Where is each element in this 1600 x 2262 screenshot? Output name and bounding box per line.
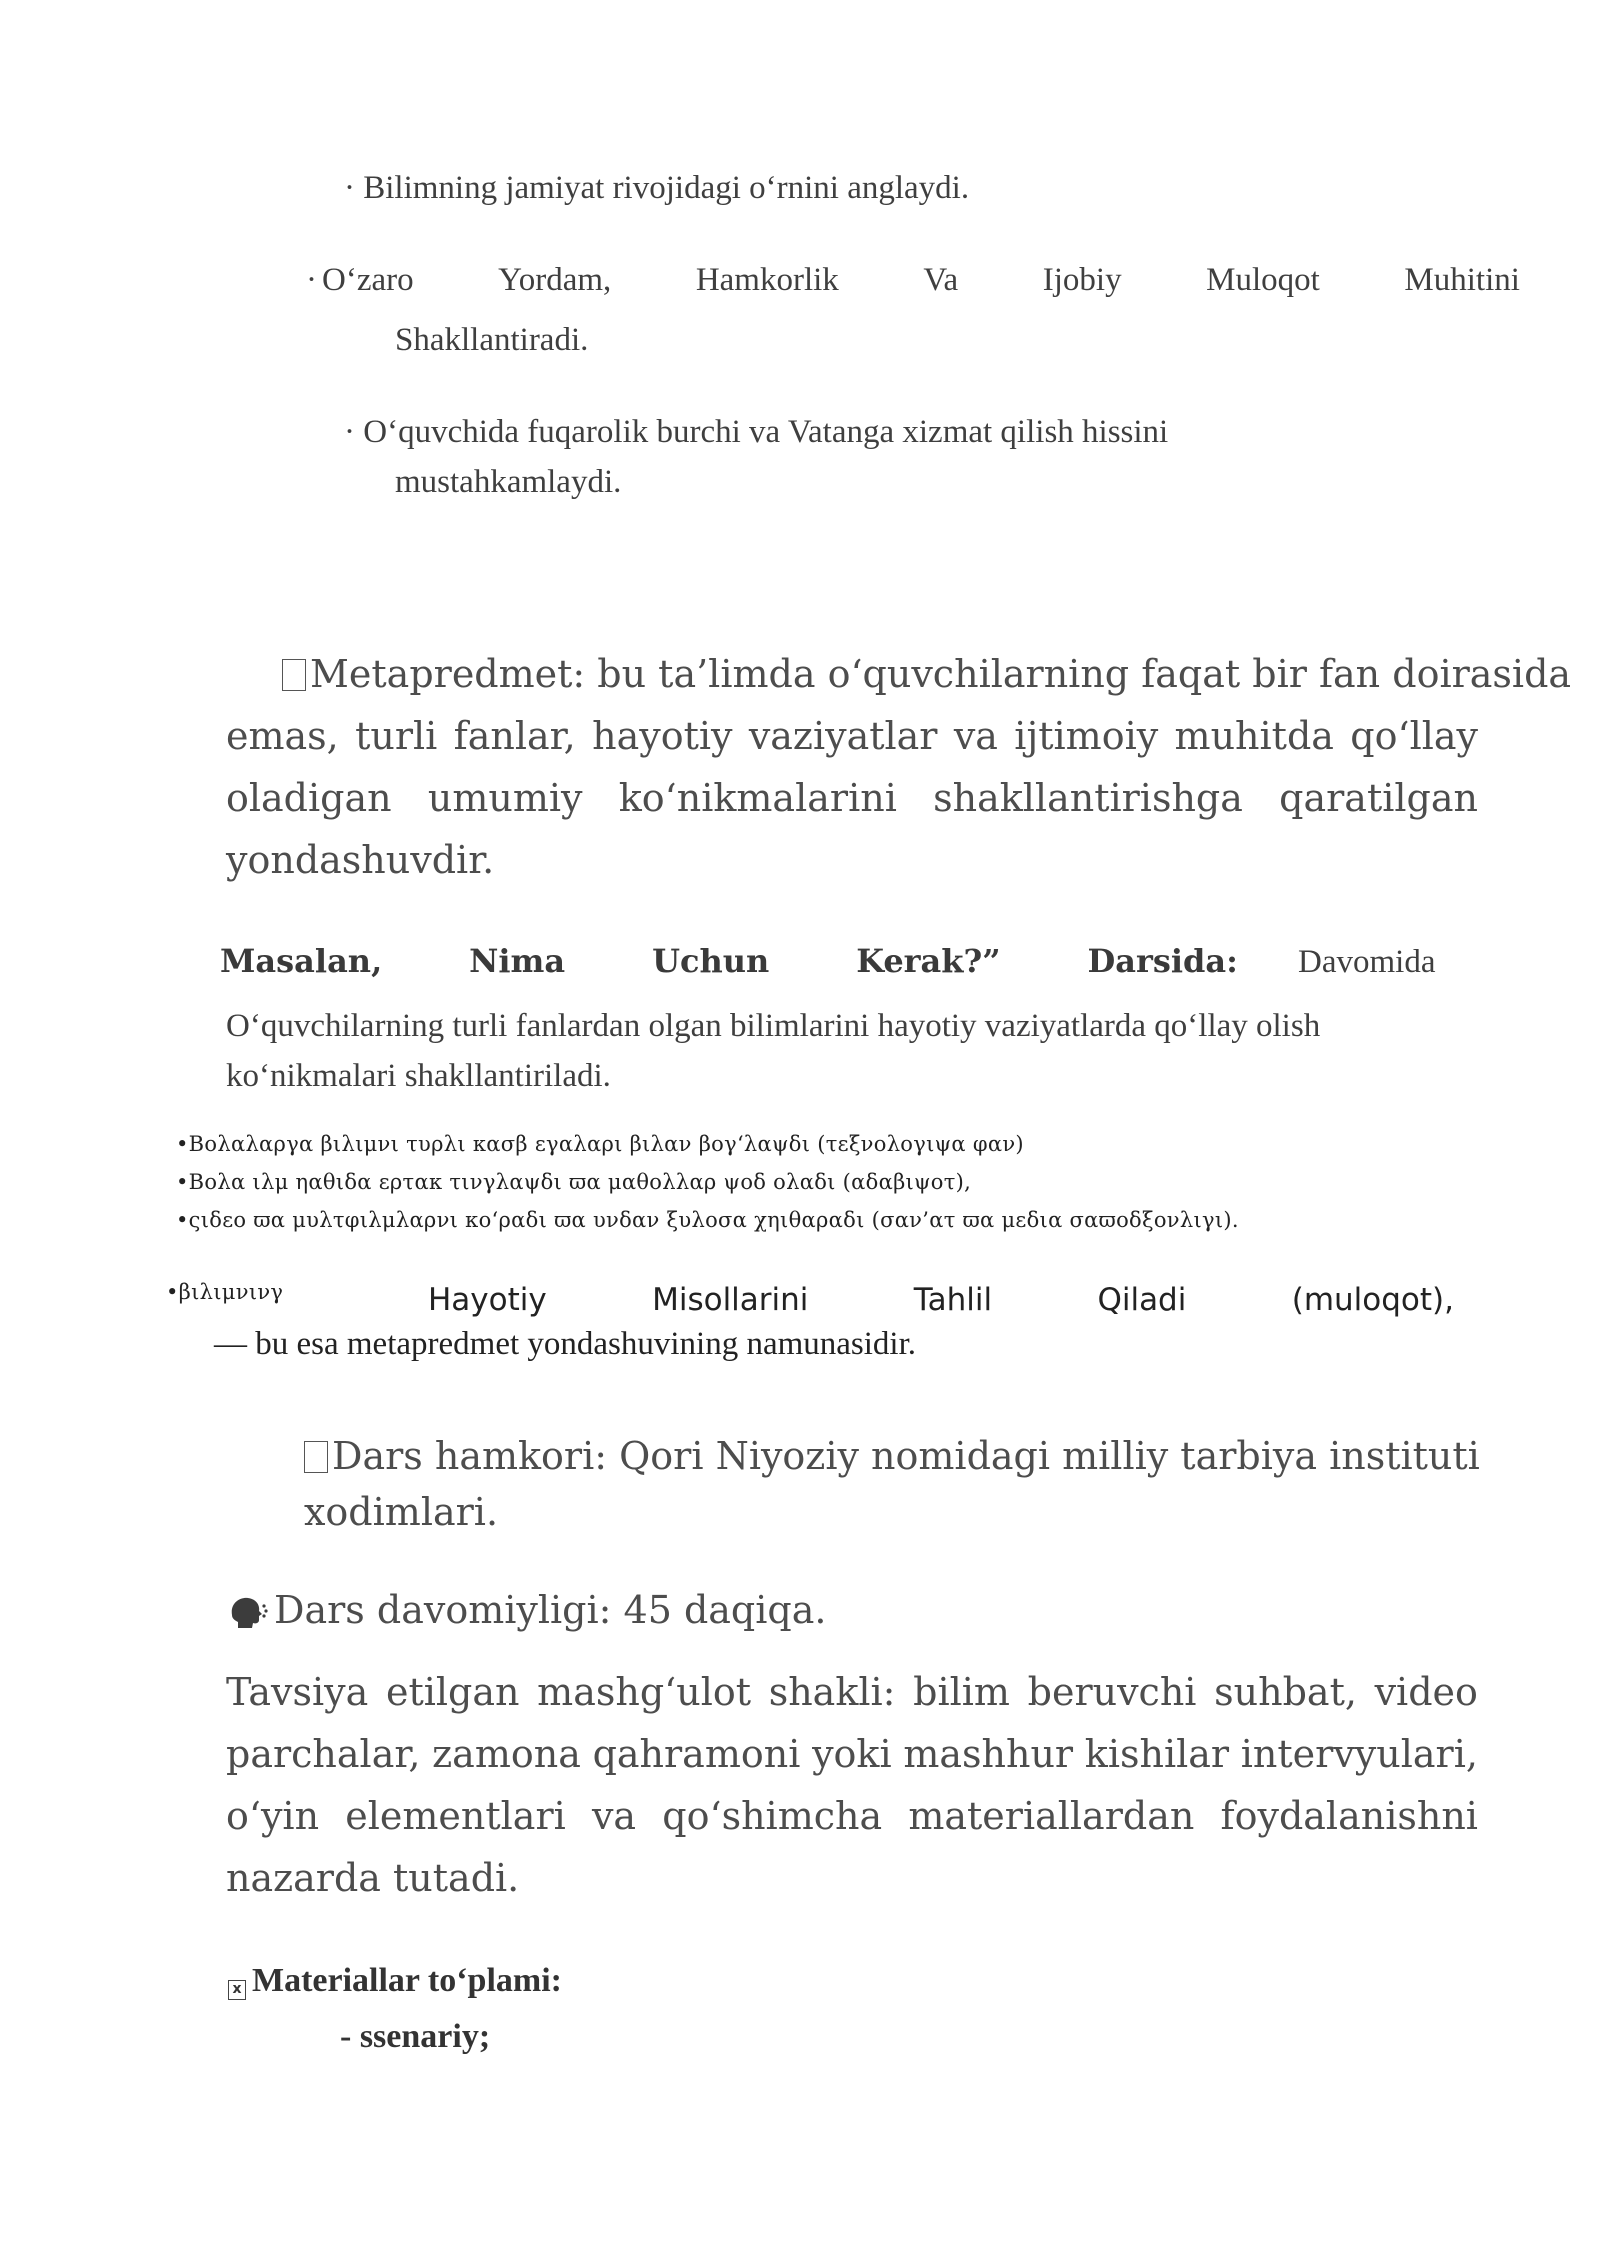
word: elementlari — [345, 1794, 566, 1838]
list-item-2-line1 — [322, 262, 1520, 299]
encoded-line-3: •ςιδεο ϖα μυλτφιλμλαρνι κο‘ραδι ϖα υνδαν ξυλοσα χηιθαραδι (σαν’ατ ϖα μεδια σαϖοδξονλιγι). — [176, 1208, 1239, 1232]
word: ijtimoiy — [1014, 714, 1159, 758]
materials-title-line — [228, 1962, 562, 2000]
word: foydalanishni — [1220, 1794, 1478, 1838]
missing-glyph-icon — [304, 1441, 328, 1473]
metapredmet-line1 — [282, 652, 1571, 696]
word: shakli: — [768, 1670, 896, 1714]
list-item-1 — [344, 170, 969, 207]
word: Uchun — [652, 942, 770, 980]
word: materiallardan — [908, 1794, 1195, 1838]
word: qo‘shimcha — [662, 1794, 883, 1838]
encoded-line-4-lead: •βιλιμνινγ — [166, 1280, 284, 1304]
metapredmet-text: Metapredmet: bu ta’limda o‘quvchilarning faqat bir fan doirasida — [310, 652, 1572, 696]
word: umumiy — [427, 776, 583, 820]
list-item-3-line2: mustahkamlaydi. — [395, 464, 622, 500]
metapredmet-line2 — [226, 714, 1478, 758]
encoded-line-2: •Βολα ιλμ ηαθιδα ερτακ τινγλαψδι ϖα μαθολλαρ ψοδ ολαδι (αδαβιψοτ), — [176, 1170, 972, 1194]
word: Misollarini — [652, 1282, 809, 1318]
recommend-line4: nazarda tutadi. — [226, 1856, 520, 1900]
word: vaziyatlar — [748, 714, 938, 758]
word: turli — [355, 714, 438, 758]
word: qo‘llay — [1350, 714, 1478, 758]
word: fanlar, — [453, 714, 576, 758]
missing-glyph-icon — [282, 659, 306, 691]
partner-text: Dars hamkori: Qori Niyoziy nomidagi milliy tarbiya instituti — [332, 1434, 1480, 1478]
word: beruvchi — [1027, 1670, 1197, 1714]
metapredmet-line4: yondashuvdir. — [226, 838, 495, 882]
word: mashg‘ulot — [537, 1670, 752, 1714]
materials-title: Materiallar to‘plami: — [252, 1962, 563, 1999]
word: suhbat, — [1214, 1670, 1357, 1714]
example-line2: O‘quvchilarning turli fanlardan olgan bilimlarini hayotiy vaziyatlarda qo‘llay olish — [226, 1008, 1321, 1044]
word: Hamkorlik — [695, 262, 839, 298]
bullet: · — [344, 170, 355, 206]
word: Tavsiya — [226, 1670, 369, 1714]
word: Yordam, — [498, 262, 612, 298]
word: mashhur — [903, 1732, 1074, 1776]
word: Darsida: — [1087, 942, 1238, 980]
word: Ijobiy — [1042, 262, 1122, 298]
word: ko‘nikmalarini — [618, 776, 897, 820]
word: o‘yin — [226, 1794, 320, 1838]
list-item-2-bullet: · — [306, 262, 317, 298]
word: (muloqot), — [1291, 1282, 1454, 1318]
recommend-line1 — [226, 1670, 1478, 1714]
example-heading — [220, 942, 1238, 980]
word: Masalan, — [220, 942, 383, 980]
list-item-2-line2: Shakllantiradi. — [395, 322, 589, 358]
word: yoki — [812, 1732, 892, 1776]
word: intervyulari, — [1240, 1732, 1478, 1776]
word: kishilar — [1084, 1732, 1230, 1776]
encoded-line-1: •Βολαλαργα βιλιμνι τυρλι κασβ εγαλαρι βιλαν βογ‘λαψδι (τεξνολογιψα φαν) — [176, 1132, 1024, 1156]
word: bilim — [913, 1670, 1010, 1714]
word: va — [591, 1794, 637, 1838]
word: Kerak?” — [856, 942, 1001, 980]
word: Va — [923, 262, 959, 298]
recommend-line3 — [226, 1794, 1478, 1838]
word: Muhitini — [1404, 262, 1520, 298]
word: parchalar, — [226, 1732, 421, 1776]
partner-line1 — [304, 1434, 1480, 1478]
word: muhitda — [1174, 714, 1334, 758]
word: O‘zaro — [322, 262, 414, 298]
word: etilgan — [385, 1670, 520, 1714]
word: Nima — [469, 942, 566, 980]
list-item-text: O‘quvchida fuqarolik burchi va Vatanga xizmat qilish hissini — [363, 414, 1169, 450]
example-heading-tail: Davomida — [1298, 944, 1436, 980]
list-item-text: Bilimning jamiyat rivojidagi o‘rnini anglaydi. — [363, 170, 970, 206]
speaking-head-icon — [228, 1594, 268, 1638]
list-item-3-line1 — [344, 414, 1168, 451]
duration-line — [228, 1588, 826, 1638]
encoded-line-4 — [428, 1282, 1454, 1318]
materials-item-1: - ssenariy; — [340, 2018, 491, 2055]
word: qaratilgan — [1279, 776, 1478, 820]
word: Hayotiy — [428, 1282, 547, 1318]
word: Muloqot — [1206, 262, 1320, 298]
word: hayotiy — [592, 714, 733, 758]
word: zamona — [432, 1732, 581, 1776]
metapredmet-line3 — [226, 776, 1478, 820]
example-line3: ko‘nikmalari shakllantiriladi. — [226, 1058, 611, 1094]
partner-line2: xodimlari. — [304, 1490, 499, 1534]
bullet: · — [344, 414, 355, 450]
word: Tahlil — [913, 1282, 993, 1318]
duration-text: Dars davomiyligi: 45 daqiqa. — [274, 1588, 827, 1632]
word: video — [1374, 1670, 1478, 1714]
recommend-line2 — [226, 1732, 1478, 1776]
encoded-line-5: — bu esa metapredmet yondashuvining namunasidir. — [214, 1326, 917, 1362]
word: qahramoni — [592, 1732, 801, 1776]
checkbox-x-icon: x — [228, 1980, 246, 2000]
word: oladigan — [226, 776, 392, 820]
word: Qiladi — [1097, 1282, 1187, 1318]
word: va — [953, 714, 998, 758]
word: emas, — [226, 714, 339, 758]
word: shakllantirishga — [933, 776, 1243, 820]
